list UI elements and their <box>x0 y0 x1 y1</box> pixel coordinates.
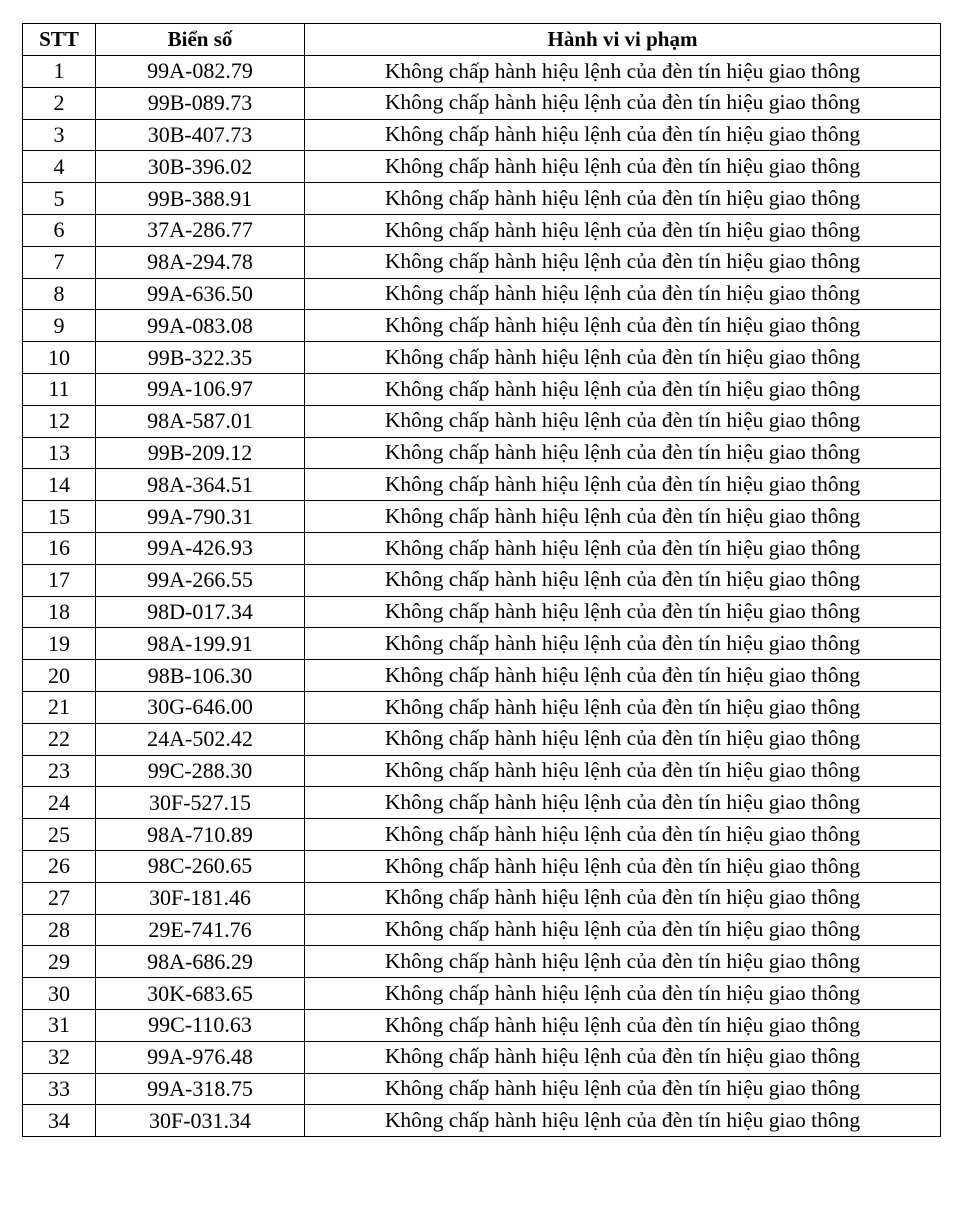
cell-plate: 30F-527.15 <box>96 787 305 819</box>
table-row <box>23 1041 941 1073</box>
cell-violation: Không chấp hành hiệu lệnh của đèn tín hiệu giao thông <box>305 1009 941 1041</box>
table-row <box>23 278 941 310</box>
cell-plate: 99B-388.91 <box>96 183 305 215</box>
cell-stt: 25 <box>23 819 96 851</box>
cell-stt: 7 <box>23 246 96 278</box>
table-row <box>23 501 941 533</box>
cell-violation: Không chấp hành hiệu lệnh của đèn tín hiệu giao thông <box>305 755 941 787</box>
cell-plate: 99A-082.79 <box>96 56 305 88</box>
cell-stt: 27 <box>23 882 96 914</box>
table-row <box>23 87 941 119</box>
cell-plate: 99A-106.97 <box>96 373 305 405</box>
cell-plate: 99A-318.75 <box>96 1073 305 1105</box>
table-row <box>23 850 941 882</box>
table-row <box>23 628 941 660</box>
cell-violation: Không chấp hành hiệu lệnh của đèn tín hiệu giao thông <box>305 342 941 374</box>
cell-violation: Không chấp hành hiệu lệnh của đèn tín hiệu giao thông <box>305 723 941 755</box>
cell-stt: 9 <box>23 310 96 342</box>
cell-stt: 11 <box>23 373 96 405</box>
table-row <box>23 596 941 628</box>
cell-violation: Không chấp hành hiệu lệnh của đèn tín hiệu giao thông <box>305 183 941 215</box>
table-row <box>23 723 941 755</box>
cell-violation: Không chấp hành hiệu lệnh của đèn tín hiệu giao thông <box>305 660 941 692</box>
table-row <box>23 755 941 787</box>
cell-plate: 99A-790.31 <box>96 501 305 533</box>
table-row <box>23 437 941 469</box>
table-row <box>23 214 941 246</box>
cell-stt: 13 <box>23 437 96 469</box>
cell-plate: 99A-976.48 <box>96 1041 305 1073</box>
cell-stt: 6 <box>23 214 96 246</box>
cell-stt: 24 <box>23 787 96 819</box>
cell-violation: Không chấp hành hiệu lệnh của đèn tín hiệu giao thông <box>305 850 941 882</box>
cell-stt: 14 <box>23 469 96 501</box>
cell-violation: Không chấp hành hiệu lệnh của đèn tín hiệu giao thông <box>305 56 941 88</box>
cell-violation: Không chấp hành hiệu lệnh của đèn tín hiệu giao thông <box>305 564 941 596</box>
table-row <box>23 151 941 183</box>
cell-stt: 23 <box>23 755 96 787</box>
table-row <box>23 787 941 819</box>
cell-violation: Không chấp hành hiệu lệnh của đèn tín hiệu giao thông <box>305 373 941 405</box>
cell-violation: Không chấp hành hiệu lệnh của đèn tín hiệu giao thông <box>305 596 941 628</box>
table-row <box>23 532 941 564</box>
cell-plate: 30F-181.46 <box>96 882 305 914</box>
cell-stt: 12 <box>23 405 96 437</box>
cell-stt: 18 <box>23 596 96 628</box>
cell-violation: Không chấp hành hiệu lệnh của đèn tín hiệu giao thông <box>305 405 941 437</box>
cell-stt: 5 <box>23 183 96 215</box>
table-body <box>23 56 941 1137</box>
cell-plate: 99B-209.12 <box>96 437 305 469</box>
cell-stt: 10 <box>23 342 96 374</box>
cell-violation: Không chấp hành hiệu lệnh của đèn tín hiệu giao thông <box>305 437 941 469</box>
cell-stt: 28 <box>23 914 96 946</box>
cell-stt: 30 <box>23 978 96 1010</box>
table-row <box>23 1009 941 1041</box>
table-row <box>23 342 941 374</box>
cell-stt: 15 <box>23 501 96 533</box>
table-row <box>23 564 941 596</box>
cell-plate: 30K-683.65 <box>96 978 305 1010</box>
table-row <box>23 946 941 978</box>
cell-violation: Không chấp hành hiệu lệnh của đèn tín hiệu giao thông <box>305 87 941 119</box>
cell-plate: 29E-741.76 <box>96 914 305 946</box>
violations-table <box>22 23 941 1137</box>
cell-violation: Không chấp hành hiệu lệnh của đèn tín hiệu giao thông <box>305 787 941 819</box>
cell-stt: 21 <box>23 691 96 723</box>
cell-plate: 24A-502.42 <box>96 723 305 755</box>
cell-violation: Không chấp hành hiệu lệnh của đèn tín hiệu giao thông <box>305 310 941 342</box>
table-row <box>23 119 941 151</box>
table-row <box>23 914 941 946</box>
table-row <box>23 1073 941 1105</box>
cell-violation: Không chấp hành hiệu lệnh của đèn tín hiệu giao thông <box>305 628 941 660</box>
cell-plate: 37A-286.77 <box>96 214 305 246</box>
cell-plate: 99C-288.30 <box>96 755 305 787</box>
cell-violation: Không chấp hành hiệu lệnh của đèn tín hiệu giao thông <box>305 1073 941 1105</box>
table-row <box>23 1105 941 1137</box>
cell-violation: Không chấp hành hiệu lệnh của đèn tín hiệu giao thông <box>305 532 941 564</box>
cell-violation: Không chấp hành hiệu lệnh của đèn tín hiệu giao thông <box>305 914 941 946</box>
table-row <box>23 469 941 501</box>
cell-stt: 29 <box>23 946 96 978</box>
cell-stt: 19 <box>23 628 96 660</box>
cell-plate: 98A-199.91 <box>96 628 305 660</box>
cell-violation: Không chấp hành hiệu lệnh của đèn tín hiệu giao thông <box>305 246 941 278</box>
cell-plate: 98A-294.78 <box>96 246 305 278</box>
cell-stt: 26 <box>23 850 96 882</box>
cell-plate: 99B-322.35 <box>96 342 305 374</box>
cell-violation: Không chấp hành hiệu lệnh của đèn tín hiệu giao thông <box>305 469 941 501</box>
cell-plate: 98B-106.30 <box>96 660 305 692</box>
cell-stt: 20 <box>23 660 96 692</box>
cell-plate: 99C-110.63 <box>96 1009 305 1041</box>
cell-plate: 98A-686.29 <box>96 946 305 978</box>
table-header <box>23 24 941 56</box>
cell-plate: 98A-710.89 <box>96 819 305 851</box>
table-row <box>23 56 941 88</box>
table-row <box>23 373 941 405</box>
cell-plate: 98A-364.51 <box>96 469 305 501</box>
cell-violation: Không chấp hành hiệu lệnh của đèn tín hiệu giao thông <box>305 151 941 183</box>
cell-violation: Không chấp hành hiệu lệnh của đèn tín hiệu giao thông <box>305 119 941 151</box>
cell-plate: 99A-266.55 <box>96 564 305 596</box>
cell-violation: Không chấp hành hiệu lệnh của đèn tín hiệu giao thông <box>305 819 941 851</box>
cell-stt: 16 <box>23 532 96 564</box>
cell-stt: 1 <box>23 56 96 88</box>
cell-violation: Không chấp hành hiệu lệnh của đèn tín hiệu giao thông <box>305 501 941 533</box>
header-row <box>23 24 941 56</box>
cell-plate: 99A-426.93 <box>96 532 305 564</box>
cell-violation: Không chấp hành hiệu lệnh của đèn tín hiệu giao thông <box>305 978 941 1010</box>
cell-plate: 30B-407.73 <box>96 119 305 151</box>
cell-violation: Không chấp hành hiệu lệnh của đèn tín hiệu giao thông <box>305 1041 941 1073</box>
cell-violation: Không chấp hành hiệu lệnh của đèn tín hiệu giao thông <box>305 278 941 310</box>
cell-plate: 30B-396.02 <box>96 151 305 183</box>
cell-stt: 31 <box>23 1009 96 1041</box>
header-stt: STT <box>23 24 96 56</box>
cell-plate: 99A-636.50 <box>96 278 305 310</box>
cell-plate: 99A-083.08 <box>96 310 305 342</box>
cell-violation: Không chấp hành hiệu lệnh của đèn tín hiệu giao thông <box>305 882 941 914</box>
table-row <box>23 310 941 342</box>
cell-stt: 8 <box>23 278 96 310</box>
cell-violation: Không chấp hành hiệu lệnh của đèn tín hiệu giao thông <box>305 1105 941 1137</box>
cell-stt: 34 <box>23 1105 96 1137</box>
cell-violation: Không chấp hành hiệu lệnh của đèn tín hiệu giao thông <box>305 214 941 246</box>
cell-plate: 98A-587.01 <box>96 405 305 437</box>
cell-stt: 33 <box>23 1073 96 1105</box>
header-plate: Biển số <box>96 24 305 56</box>
cell-stt: 22 <box>23 723 96 755</box>
cell-violation: Không chấp hành hiệu lệnh của đèn tín hiệu giao thông <box>305 691 941 723</box>
table-row <box>23 660 941 692</box>
cell-violation: Không chấp hành hiệu lệnh của đèn tín hiệu giao thông <box>305 946 941 978</box>
header-violation: Hành vi vi phạm <box>305 24 941 56</box>
cell-plate: 30F-031.34 <box>96 1105 305 1137</box>
cell-plate: 98D-017.34 <box>96 596 305 628</box>
table-row <box>23 183 941 215</box>
cell-stt: 4 <box>23 151 96 183</box>
cell-stt: 17 <box>23 564 96 596</box>
table-row <box>23 819 941 851</box>
cell-stt: 2 <box>23 87 96 119</box>
cell-stt: 3 <box>23 119 96 151</box>
table-row <box>23 691 941 723</box>
table-row <box>23 405 941 437</box>
table-row <box>23 246 941 278</box>
cell-plate: 98C-260.65 <box>96 850 305 882</box>
cell-plate: 30G-646.00 <box>96 691 305 723</box>
table-row <box>23 882 941 914</box>
table-row <box>23 978 941 1010</box>
cell-stt: 32 <box>23 1041 96 1073</box>
cell-plate: 99B-089.73 <box>96 87 305 119</box>
